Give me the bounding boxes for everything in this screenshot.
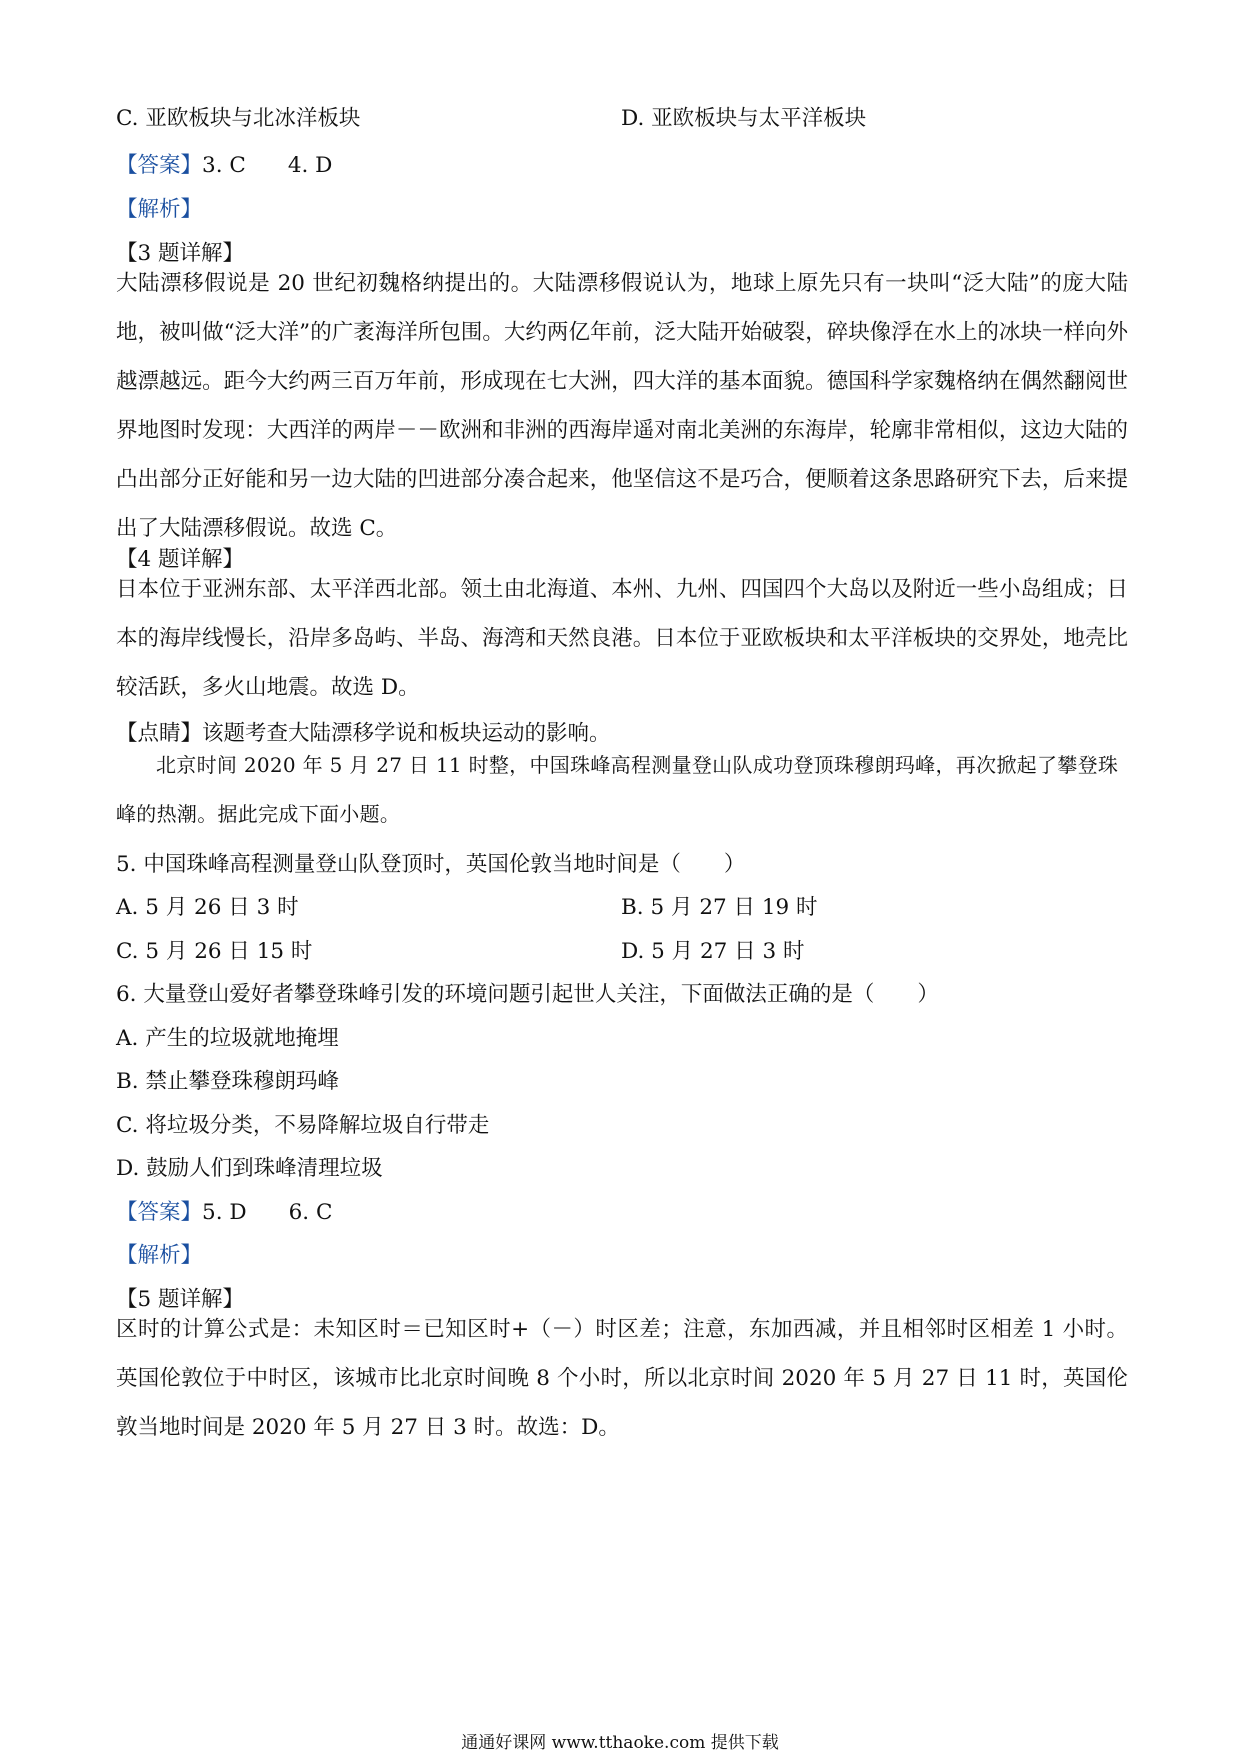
- q4-option-c: C. 亚欧板块与北冰洋板块: [116, 106, 361, 131]
- answer-line-2: [116, 1198, 332, 1228]
- page-footer: 通通好课网 www.tthaoke.com 提供下载: [461, 1733, 779, 1753]
- analysis-tag: 【解析】: [116, 1243, 203, 1268]
- q5-option-c: C. 5 月 26 日 15 时: [116, 939, 313, 964]
- q4-option-d: D. 亚欧板块与太平洋板块: [621, 106, 867, 131]
- q6-option-d: D. 鼓励人们到珠峰清理垃圾: [116, 1156, 383, 1181]
- q5-options-row-2: [116, 937, 1128, 967]
- q5-option-d: D. 5 月 27 日 3 时: [621, 939, 805, 964]
- answer-value: 6. C: [288, 1200, 333, 1225]
- q6-stem: 6. 大量登山爱好者攀登珠峰引发的环境问题引起世人关注，下面做法正确的是（ ）: [116, 982, 939, 1007]
- answer-value: 4. D: [287, 153, 333, 178]
- detail-5-text: 区时的计算公式是：未知区时＝已知区时+（－）时区差；注意，东加西减，并且相邻时区相差 1 小时。英国伦敦位于中时区，该城市比北京时间晚 8 个小时，所以北京时间 2020 年 5 月 27 日 11 时，英国伦敦当地时间是 2020 年 5 月 27 日 3 时。故选：D。: [116, 1317, 1128, 1440]
- dianjing-text: 该题考查大陆漂移学说和板块运动的影响。: [202, 721, 611, 746]
- answer-value: 5. D: [202, 1200, 247, 1225]
- q6-option-c: C. 将垃圾分类，不易降解垃圾自行带走: [116, 1113, 490, 1138]
- detail-4-title: 【4 题详解】: [116, 547, 245, 572]
- analysis-tag: 【解析】: [116, 197, 203, 222]
- q6-option-a: A. 产生的垃圾就地掩埋: [116, 1026, 339, 1051]
- detail-4-text: 日本位于亚洲东部、太平洋西北部。领土由北海道、本州、九州、四国四个大岛以及附近一些小岛组成；日本的海岸线慢长，沿岸多岛屿、半岛、海湾和天然良港。日本位于亚欧板块和太平洋板块的交界处，地壳比较活跃，多火山地震。故选 D。: [116, 577, 1128, 700]
- detail-3-text: 大陆漂移假说是 20 世纪初魏格纳提出的。大陆漂移假说认为，地球上原先只有一块叫“泛大陆”的庞大陆地，被叫做“泛大洋”的广袤海洋所包围。大约两亿年前，泛大陆开始破裂，碎块像浮在水上的冰块一样向外越漂越远。距今大约两三百万年前，形成现在七大洲，四大洋的基本面貌。德国科学家魏格纳在偶然翻阅世界地图时发现：大西洋的两岸－－欧洲和非洲的西海岸遥对南北美洲的东海岸，轮廓非常相似，这边大陆的凸出部分正好能和另一边大陆的凹进部分凑合起来，他坚信这不是巧合，便顺着这条思路研究下去，后来提出了大陆漂移假说。故选 C。: [116, 271, 1128, 541]
- answer-value: 3. C: [202, 153, 246, 178]
- answer-line-1: [116, 151, 332, 181]
- q4-options-row: [116, 104, 1128, 134]
- q5-stem: 5. 中国珠峰高程测量登山队登顶时，英国伦敦当地时间是（ ）: [116, 852, 746, 877]
- answer-tag: 【答案】: [116, 153, 203, 178]
- detail-5-title: 【5 题详解】: [116, 1287, 245, 1312]
- q6-option-b: B. 禁止攀登珠穆朗玛峰: [116, 1069, 339, 1094]
- detail-3-title: 【3 题详解】: [116, 241, 245, 266]
- answer-tag: 【答案】: [116, 1200, 203, 1225]
- q5-options-row-1: [116, 893, 1128, 923]
- reading-passage: 北京时间 2020 年 5 月 27 日 11 时整，中国珠峰高程测量登山队成功登顶珠穆朗玛峰，再次掀起了攀登珠峰的热潮。据此完成下面小题。: [116, 753, 1119, 826]
- dianjing-tag: 【点睛】: [116, 721, 203, 746]
- q5-option-a: A. 5 月 26 日 3 时: [116, 895, 299, 920]
- q5-option-b: B. 5 月 27 日 19 时: [621, 895, 818, 920]
